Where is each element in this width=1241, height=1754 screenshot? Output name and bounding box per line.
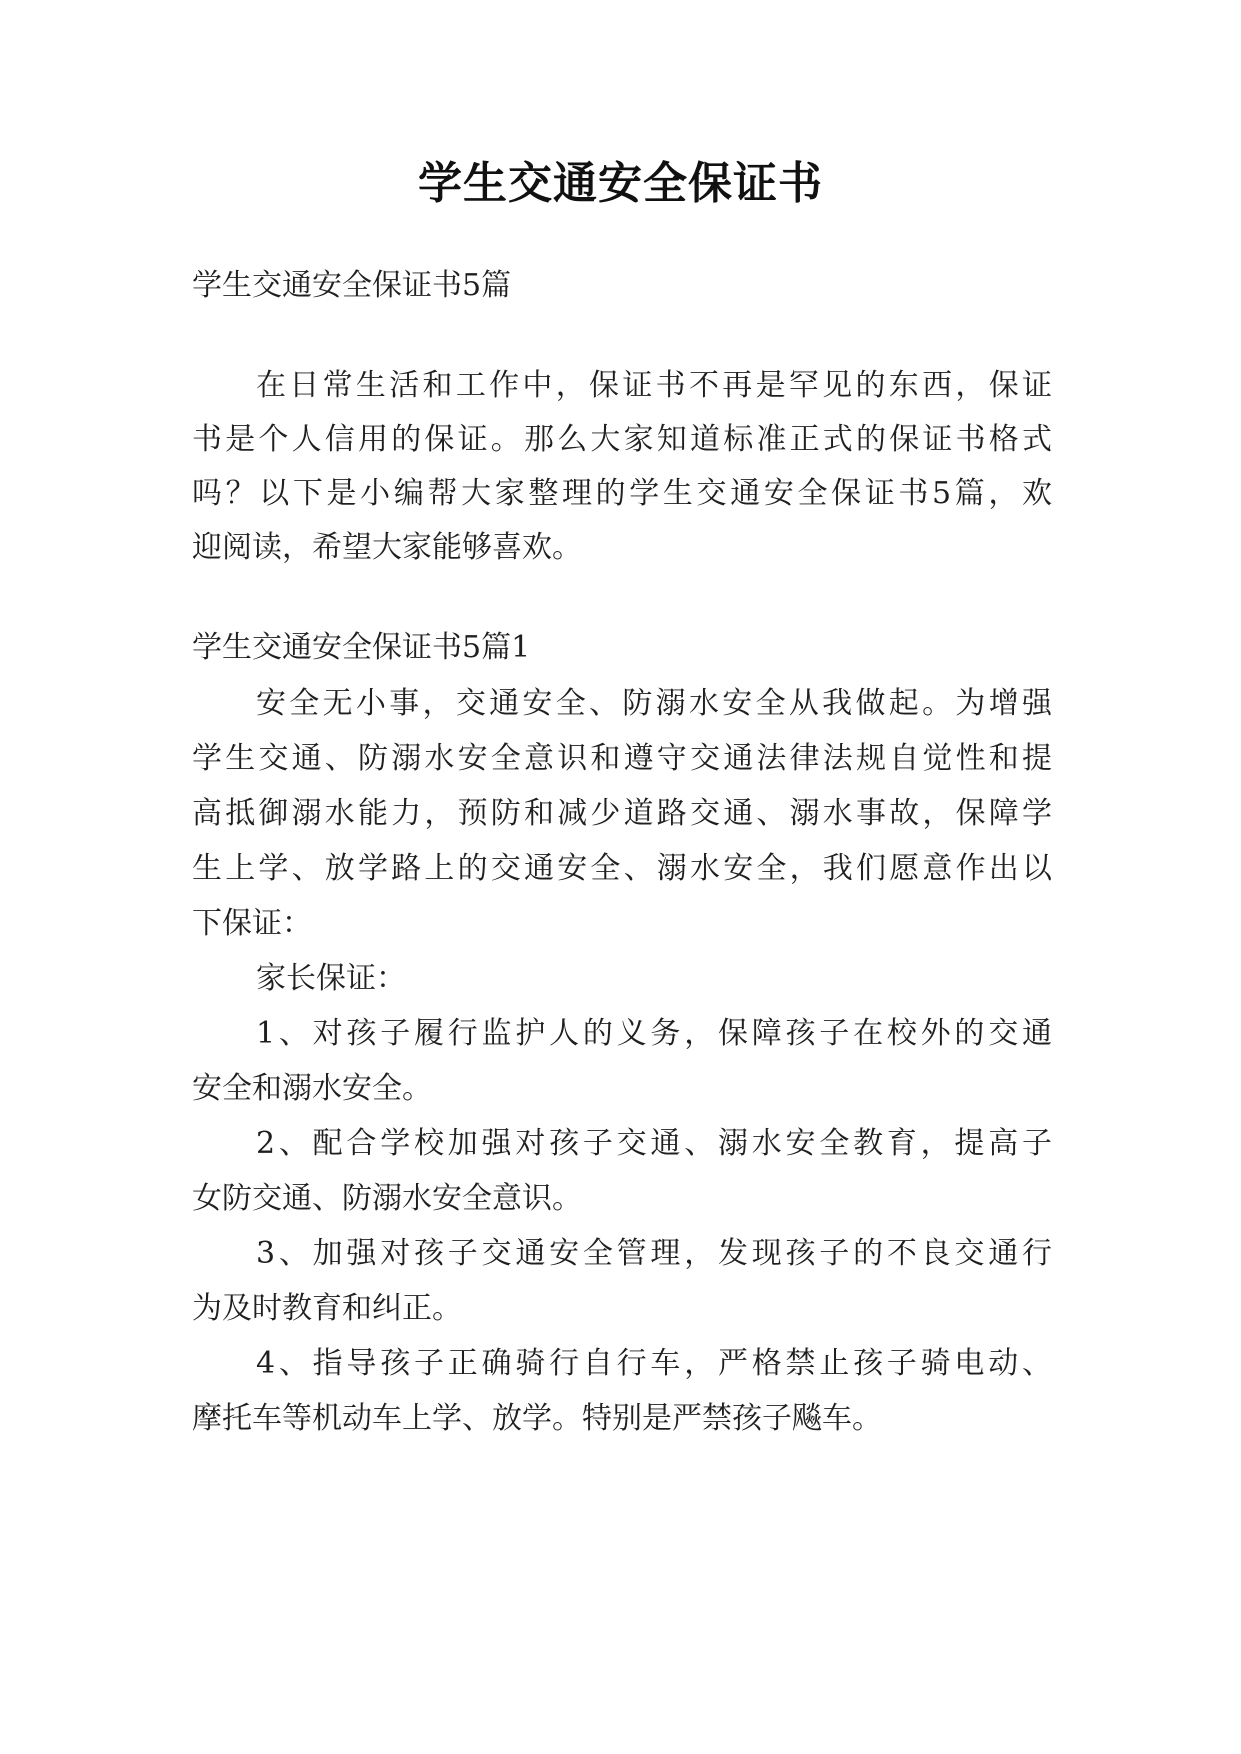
section-line: 生上学、放学路上的交通安全、溺水安全，我们愿意作出以 — [192, 851, 1052, 886]
section-line: 安全和溺水安全。 — [192, 1071, 432, 1106]
intro-line: 在日常生活和工作中，保证书不再是罕见的东西，保证 — [256, 368, 1052, 403]
section-line: 女防交通、防溺水安全意识。 — [192, 1181, 582, 1216]
section-line: 为及时教育和纠正。 — [192, 1291, 462, 1326]
document-title: 学生交通安全保证书 — [418, 158, 823, 209]
section-line: 3、加强对孩子交通安全管理，发现孩子的不良交通行 — [256, 1236, 1052, 1271]
section-line: 家长保证： — [256, 961, 406, 996]
section-line: 2、配合学校加强对孩子交通、溺水安全教育，提高子 — [256, 1126, 1052, 1161]
intro-line: 吗？以下是小编帮大家整理的学生交通安全保证书5篇，欢 — [192, 476, 1052, 511]
intro-line: 迎阅读，希望大家能够喜欢。 — [192, 530, 582, 565]
section-line: 高抵御溺水能力，预防和减少道路交通、溺水事故，保障学 — [192, 796, 1052, 831]
section-line: 摩托车等机动车上学、放学。特别是严禁孩子飚车。 — [192, 1401, 882, 1436]
section-line: 学生交通、防溺水安全意识和遵守交通法律法规自觉性和提 — [192, 741, 1052, 776]
document-subtitle: 学生交通安全保证书5篇 — [192, 268, 512, 303]
section-line: 4、指导孩子正确骑行自行车，严格禁止孩子骑电动、 — [256, 1346, 1052, 1381]
section-line: 1、对孩子履行监护人的义务，保障孩子在校外的交通 — [256, 1016, 1052, 1051]
section-line: 安全无小事，交通安全、防溺水安全从我做起。为增强 — [256, 686, 1052, 721]
section-heading: 学生交通安全保证书5篇1 — [192, 630, 531, 665]
section-line: 下保证： — [192, 906, 312, 941]
intro-line: 书是个人信用的保证。那么大家知道标准正式的保证书格式 — [192, 422, 1052, 457]
